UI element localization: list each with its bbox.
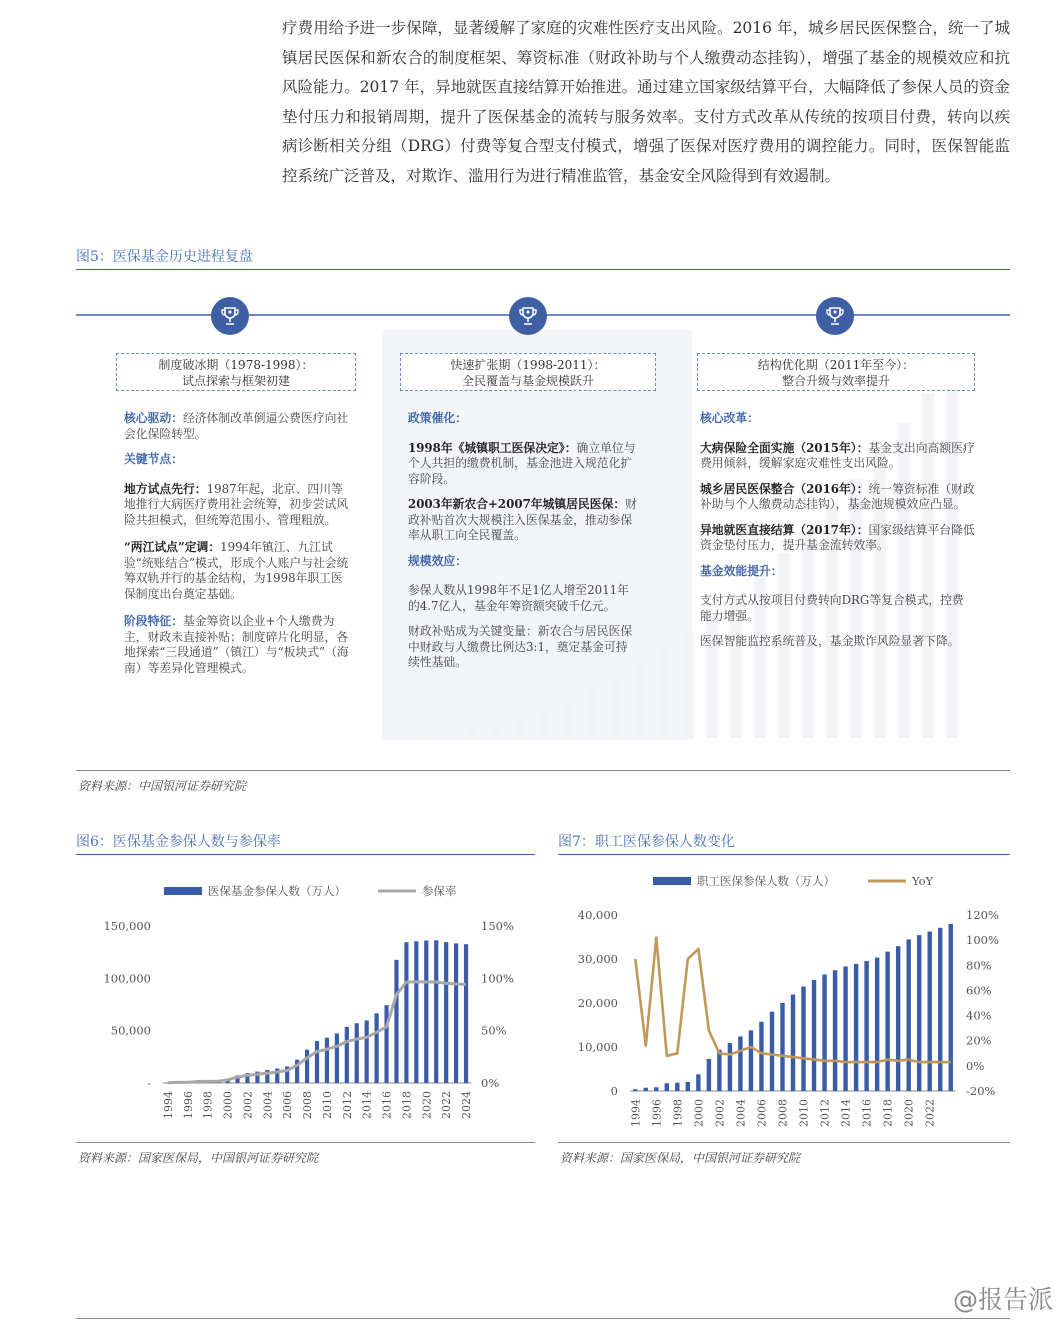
x-tick-label: 1994 (161, 1091, 175, 1119)
fig6-title: 图6：医保基金参保人数与参保率 (76, 834, 281, 850)
x-tick-label: 2010 (797, 1099, 811, 1127)
stage1-column (124, 411, 352, 684)
chart-bar (791, 994, 795, 1091)
col-text: 确立单位与个人共担的缴费机制，基金池进入规范化扩容阶段。 (408, 440, 636, 486)
chart-bar (728, 1043, 732, 1091)
chart-bar (864, 961, 868, 1091)
chart-bar (696, 1074, 700, 1091)
chart-bar (414, 941, 418, 1083)
stage-period: 快速扩张期（1998-2011）： (450, 358, 606, 372)
decor-bar (442, 729, 454, 738)
y-right-tick-label: 150% (481, 919, 514, 933)
y-right-tick-label: 60% (966, 983, 992, 998)
chart-bar (938, 928, 942, 1091)
x-tick-label: 2022 (923, 1099, 937, 1127)
decor-bar (514, 715, 526, 739)
chart-bar (885, 952, 889, 1091)
fig6-top-rule (76, 854, 535, 855)
x-tick-label: 2012 (818, 1099, 832, 1127)
fig7-top-rule (558, 854, 1010, 855)
chart-bar (454, 943, 458, 1083)
col-text: 1994年镇江、九江试验“统账结合”模式，形成个人账户与社会统筹双轨并行的基金结构，为1998年职工医保制度出台奠定基础。 (124, 540, 349, 601)
intro-paragraph: 疗费用给予进一步保障，显著缓解了家庭的灾难性医疗支出风险。2016 年，城乡居民医保整合，统一了城镇居民医保和新农合的制度框架、筹资标准（财政补助与个人缴费动态挂钩），增强了基金的规模效应和抗风险能力。2017 年，异地就医直接结算开始推进。通过建立国家级结算平台，大幅降低了参保人员的资金垫付压力和报销周期，提升了医保基金的流转与服务效率。支付方式改革从传统的按项目付费，转向以疾病诊断相关分组（DRG）付费等复合型支付模式，增强了医保对医疗费用的调控能力。同时，医保智能监控系统广泛普及，对欺诈、滥用行为进行精准监管，基金安全风险得到有效遏制。 (282, 19, 1010, 185)
col-heading: 关键节点： (124, 452, 183, 466)
fig5-title: 图5：医保基金历史进程复盘 (76, 249, 253, 265)
x-tick-label: 1998 (201, 1091, 215, 1119)
chart-bar (854, 964, 858, 1091)
chart-bar (770, 1012, 774, 1091)
chart-bar (345, 1027, 349, 1083)
col-text: 1987年起，北京、四川等地推行大病医疗费用社会统筹，初步尝试风险共担模式，但统筹范围小、管理粗放。 (124, 481, 349, 527)
x-tick-label: 2014 (360, 1091, 374, 1119)
y-right-tick-label: 100% (966, 933, 999, 948)
stage2-column (408, 411, 638, 679)
x-tick-label: 2006 (755, 1099, 769, 1127)
col-text: 支付方式从按项目付费转向DRG等复合模式，控费能力增强。 (700, 593, 964, 623)
fig7-bottom-rule (558, 1142, 1010, 1143)
chart-bar (315, 1041, 319, 1083)
y-right-tick-label: 50% (481, 1023, 507, 1038)
chart-bar (444, 942, 448, 1083)
decor-bar (538, 707, 550, 738)
x-tick-label: 2018 (881, 1099, 895, 1127)
col-text: 医保智能监控系统普及，基金欺诈风险显著下降。 (700, 634, 960, 648)
x-tick-label: 2002 (241, 1091, 255, 1119)
x-tick-label: 1996 (650, 1099, 664, 1127)
chart-bar (424, 941, 428, 1083)
stage3-column (700, 411, 975, 658)
decor-bar (490, 721, 502, 738)
x-tick-label: 2008 (301, 1091, 315, 1119)
y-left-tick-label: 100,000 (103, 971, 151, 986)
x-tick-label: 2012 (340, 1091, 354, 1119)
x-tick-label: 2020 (420, 1091, 434, 1119)
col-heading: 政策催化： (408, 411, 467, 425)
chart-bar (759, 1022, 763, 1091)
chart-bar (335, 1033, 339, 1083)
chart-bar (665, 1083, 669, 1091)
chart-bar (717, 1050, 721, 1091)
legend-bar-label: 医保基金参保人数（万人） (208, 884, 346, 898)
fig5-bottom-rule (76, 770, 1010, 771)
chart-bar (675, 1083, 679, 1091)
x-tick-label: 2006 (281, 1091, 295, 1119)
col-subheading: 城乡居民医保整合（2016年）： (700, 481, 869, 496)
chart-bar (707, 1059, 711, 1091)
chart-bar (780, 1003, 784, 1091)
col-heading: 核心改革： (700, 411, 759, 425)
decor-bar (586, 687, 598, 738)
col-text: 财政补贴成为关键变量：新农合与居民医保中财政与人缴费比例达3:1，奠定基金可持续性基础。 (408, 624, 633, 669)
stage-theme: 整合升级与效率提升 (781, 374, 890, 388)
y-left-tick-label: - (147, 1076, 151, 1090)
x-tick-label: 2020 (902, 1099, 916, 1127)
col-text: 参保人数从1998年不足1亿人增至2011年的4.7亿人，基金年筹资额突破千亿元。 (408, 583, 629, 613)
y-right-tick-label: 100% (481, 971, 514, 986)
y-left-tick-label: 50,000 (110, 1023, 151, 1038)
fig7-title: 图7：职工医保参保人数变化 (558, 834, 735, 850)
y-left-tick-label: 20,000 (577, 996, 618, 1010)
x-tick-label: 2000 (692, 1099, 706, 1127)
watermark: @报告派 (952, 1285, 1053, 1314)
chart-bar (749, 1030, 753, 1091)
fig6-chart (76, 862, 535, 1140)
chart-bar (434, 940, 438, 1083)
y-left-tick-label: 10,000 (577, 1040, 618, 1054)
chart-bar (843, 966, 847, 1091)
col-subheading: 地方试点先行： (124, 481, 207, 496)
chart-bar (928, 932, 932, 1091)
col-subheading: 1998年《城镇职工医保决定》： (408, 440, 577, 455)
chart-bar (738, 1036, 742, 1091)
decor-bar (562, 698, 574, 738)
stage-period: 制度破冰期（1978-1998）： (158, 358, 314, 372)
legend-line-label: 参保率 (422, 884, 457, 898)
legend-bar-label: 职工医保参保人数（万人） (697, 874, 835, 888)
y-right-tick-label: 80% (966, 958, 992, 973)
x-tick-label: 2014 (839, 1099, 853, 1127)
chart-bar (464, 944, 468, 1083)
chart-bar (384, 1005, 388, 1083)
chart-bar (654, 1087, 658, 1091)
decor-bar (418, 731, 430, 738)
chart-bar (355, 1023, 359, 1083)
stage-theme: 全民覆盖与基金规模跃升 (461, 374, 594, 388)
y-left-tick-label: 40,000 (577, 908, 618, 922)
chart-bar (917, 935, 921, 1091)
trophy-icon (211, 297, 249, 335)
col-text: 经济体制改革倒逼公费医疗向社会化保险转型。 (124, 411, 349, 441)
x-tick-label: 2008 (776, 1099, 790, 1127)
chart-bar (633, 1089, 637, 1091)
x-tick-label: 2022 (440, 1091, 454, 1119)
col-heading: 阶段特征： (124, 614, 183, 628)
y-right-tick-label: 20% (966, 1033, 992, 1048)
x-tick-label: 1994 (629, 1099, 643, 1127)
decor-bar (394, 732, 406, 738)
x-tick-label: 1996 (181, 1091, 195, 1119)
chart-bar (394, 960, 398, 1083)
decor-bar (658, 647, 670, 738)
fig5-top-rule (76, 269, 1010, 270)
x-tick-label: 2018 (400, 1091, 414, 1119)
x-tick-label: 2002 (713, 1099, 727, 1127)
fig7-chart (558, 862, 1010, 1140)
fig6-bottom-rule (76, 1142, 535, 1143)
chart-bar (906, 939, 910, 1091)
y-right-tick-label: 0% (966, 1058, 985, 1073)
col-subheading: 大病保险全面实施（2015年）： (700, 440, 869, 455)
col-text: 财政补贴首次大规模注入医保基金，推动参保率从职工向全民覆盖。 (408, 497, 637, 542)
chart-bar (875, 958, 879, 1091)
x-tick-label: 2010 (320, 1091, 334, 1119)
col-text: 基金支出向高额医疗费用倾斜，缓解家庭灾难性支出风险。 (700, 440, 975, 470)
col-heading: 基金效能提升： (700, 563, 783, 578)
decor-bar (610, 675, 622, 738)
stage-box-2 (400, 353, 656, 391)
col-subheading: 2003年新农合+2007年城镇居民医保： (408, 497, 626, 511)
trophy-icon (816, 297, 854, 335)
trophy-icon (509, 297, 547, 335)
y-right-tick-label: -20% (966, 1084, 996, 1098)
col-heading: 核心驱动： (124, 411, 183, 425)
col-subheading: 异地就医直接结算（2017年）： (700, 522, 869, 537)
page-bottom-rule (76, 1318, 1010, 1319)
fig6-source: 资料来源：国家医保局，中国银河证券研究院 (78, 1151, 319, 1165)
chart-bar (305, 1050, 309, 1083)
y-right-tick-label: 120% (966, 908, 999, 922)
stage-box-3 (697, 353, 975, 391)
decor-bar (682, 631, 694, 738)
legend-bar-swatch (164, 887, 202, 895)
stage-theme: 试点探索与框架初建 (181, 374, 290, 388)
stage-box-1 (116, 353, 356, 391)
chart-bar (812, 980, 816, 1091)
chart-bar (833, 970, 837, 1091)
col-text: 基金筹资以企业+个人缴费为主，财政未直接补贴；制度碎片化明显，各地探索“三段通道”（镇江）与“板块式”（海南）等差异化管理模式。 (124, 614, 349, 675)
col-text: 统一筹资标准（财政补助与个人缴费动态挂钩），基金池规模效应凸显。 (700, 481, 975, 511)
y-left-tick-label: 0 (610, 1084, 618, 1098)
y-left-tick-label: 150,000 (103, 919, 151, 933)
y-left-tick-label: 30,000 (577, 952, 618, 966)
chart-bar (949, 924, 953, 1091)
col-subheading: “两江试点”定调： (124, 540, 221, 554)
chart-bar (404, 942, 408, 1083)
y-right-tick-label: 40% (966, 1008, 992, 1023)
chart-bar (325, 1038, 329, 1083)
x-tick-label: 2024 (460, 1091, 474, 1119)
fig7-source: 资料来源：国家医保局，中国银河证券研究院 (560, 1151, 801, 1165)
chart-bar (896, 946, 900, 1091)
chart-bar (644, 1088, 648, 1091)
chart-bar (822, 974, 826, 1091)
x-tick-label: 2004 (734, 1099, 748, 1127)
legend-bar-swatch (653, 877, 691, 885)
x-tick-label: 1998 (671, 1099, 685, 1127)
chart-bar (801, 987, 805, 1091)
stage-period: 结构优化期（2011年至今）： (757, 358, 915, 372)
decor-bar (466, 726, 478, 738)
y-right-tick-label: 0% (481, 1076, 500, 1090)
col-text: 国家级结算平台降低资金垫付压力，提升基金流转效率。 (700, 522, 975, 552)
col-heading: 规模效应： (408, 553, 467, 568)
x-tick-label: 2016 (860, 1099, 874, 1127)
chart-bar (365, 1020, 369, 1083)
fig5-source: 资料来源：中国银河证券研究院 (78, 779, 247, 793)
x-tick-label: 2004 (261, 1091, 275, 1119)
x-tick-label: 2000 (221, 1091, 235, 1119)
chart-bar (375, 1013, 379, 1083)
x-tick-label: 2016 (380, 1091, 394, 1119)
chart-bar (686, 1082, 690, 1091)
legend-line-label: YoY (912, 874, 934, 888)
